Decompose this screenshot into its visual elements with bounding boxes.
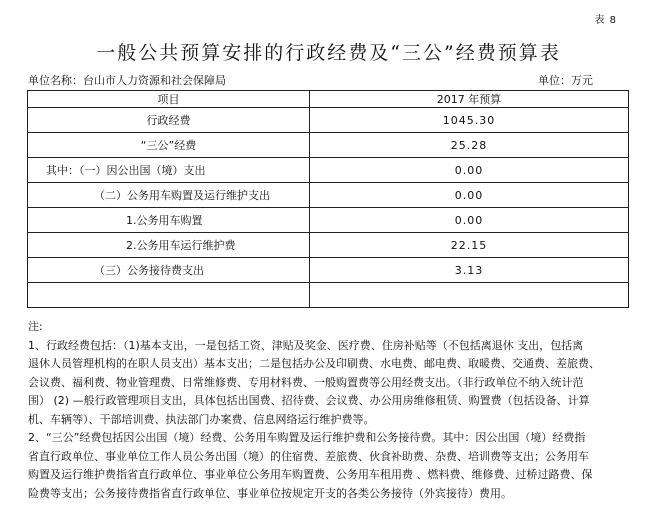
column-header-item: 项目 [28,91,310,108]
row-item-label: 其中：（一）因公出国（境）支出 [28,158,310,183]
row-value: 25.28 [310,133,629,158]
note-line: 1、行政经费包括：（1)基本支出，一是包括工资、津贴及奖金、医疗费、住房补贴等（不包括离退休 支出，包括离 [28,338,584,352]
note-line: 险费等支出；公务接待费指省直行政单位、事业单位按规定开支的各类公务接待（外宾接待）费用。 [28,486,512,500]
table-row [28,208,629,233]
table-row [28,283,629,308]
row-value: 1045.30 [310,108,629,133]
row-item-label: （二）公务用车购置及运行维护支出 [28,183,310,208]
unit-name: 单位名称：台山市人力资源和社会保障局 [28,74,226,87]
row-item-label: 2.公务用车运行维护费 [28,233,310,258]
row-value: 22.15 [310,233,629,258]
note-line: 2、“三公”经费包括因公出国（境）经费、公务用车购置及运行维护费和公务接待费。其中：因公出国（境）经费指 [28,431,586,444]
row-item-label: 1.公务用车购置 [28,208,310,233]
unit-label: 单位：万元 [538,74,593,87]
note-line: 购置及运行维护费指省直行政单位、事业单位公务用车购置费、公务用车租用费 、燃料费、维修费、过桥过路费、保 [28,468,593,481]
column-header-budget: 2017 年预算 [310,91,629,108]
note-line: 围） (2) —般行政管理项目支出，具体包括出国费、招待费、会议费、办公用房维修租赁、购置费（包括设备、计算 [28,394,590,407]
table-header-row [28,91,629,108]
table-row [28,183,629,208]
row-item-label: 行政经费 [28,108,310,133]
table-row [28,158,629,183]
row-value: 0.00 [310,183,629,208]
row-value: 0.00 [310,208,629,233]
page-title: 一般公共预算安排的行政经费及“三公”经费预算表 [96,42,561,64]
row-item-label [28,283,310,308]
row-value [310,283,629,308]
row-item-label: “三公”经费 [28,133,310,158]
note-line: 退休人员管理机构的在职人员支出）基本支出；二是包括办公及印刷费、水电费、邮电费、取暖费、交通费、差旅费、 [28,357,600,370]
table-row [28,108,629,133]
notes-section [28,318,648,503]
table-row [28,233,629,258]
note-line: 会议费、福利费、物业管理费、日常维修费、专用材料费、一般购置费等公用经费支出。（非行政单位不纳入统计范 [28,375,584,389]
budget-table [27,90,629,308]
page-number-label: 表 8 [594,15,617,26]
notes-heading: 注: [28,320,43,333]
row-value: 0.00 [310,158,629,183]
table-row [28,258,629,283]
note-line: 省直行政单位、事业单位工作人员公务出国（境）的住宿费、差旅费、伙食补助费、杂费、培训费等支出；公务用车 [28,449,589,463]
table-row [28,133,629,158]
row-value: 3.13 [310,258,629,283]
row-item-label: （三）公务接待费支出 [28,258,310,283]
note-line: 机、车辆等）、干部培训费、执法部门办案费、信息网络运行维护费等。 [28,412,375,426]
